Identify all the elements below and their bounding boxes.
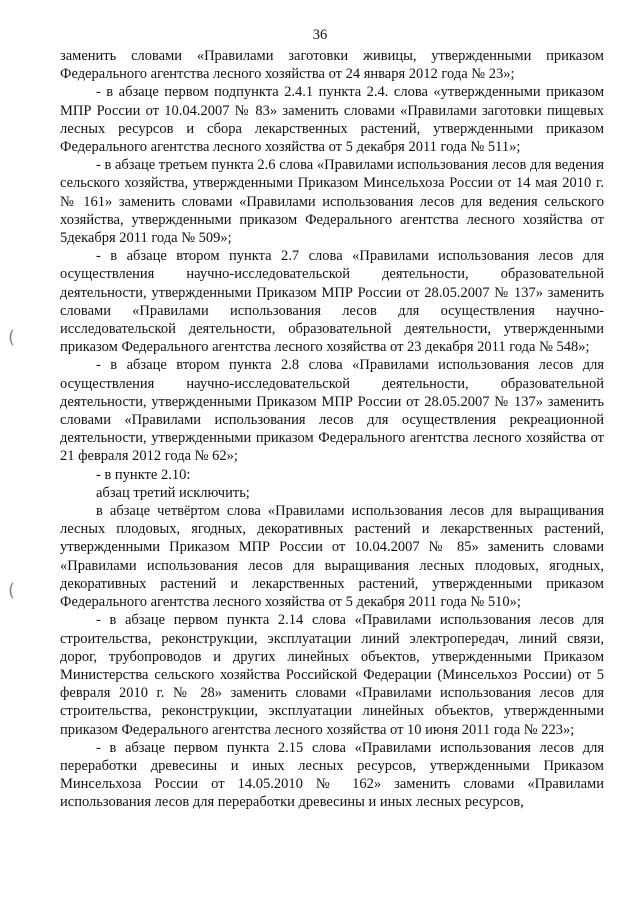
paragraph: абзац третий исключить; (96, 484, 250, 501)
paragraph: - в абзаце первом подпункта 2.4.1 пункта 2.4. слова «утвержденными приказом МПР России от 10.04.2007 № 83» заменить словами «Правилами заготовки пищевых лесных ресурсов и сбора лекарственных растений, утвержденными приказом Федерального агентства лесного хозяйства от 5 декабря 2011 года № 511»; (60, 84, 604, 156)
document-body (60, 47, 604, 812)
margin-bracket-mark: ( (8, 327, 16, 348)
margin-bracket-mark: ( (8, 580, 16, 601)
paragraph: - в абзаце первом пункта 2.15 слова «Правилами использования лесов для переработки древесины и иных лесных ресурсов, утвержденными Приказом Минсельхоза России от 14.05.2010 № 162» заменить словами «Правилами использования лесов для переработки древесины и иных лесных ресурсов, (60, 739, 604, 811)
page-number: 36 (312, 27, 328, 43)
paragraph: - в абзаце первом пункта 2.14 слова «Правилами использования лесов для строительства, реконструкции, эксплуатации линий электропередач, линий связи, дорог, трубопроводов и других линейных объектов, утвержденными Приказом Министерства сельского хозяйства Российской Федерации (Минсельхоз России) от 5 февраля 2010 г. № 28» заменить словами «Правилами использования лесов для строительства, реконструкции, эксплуатации линейных объектов, утвержденными приказом Федерального агентства лесного хозяйства от 10 июня 2011 года № 223»; (60, 612, 604, 738)
paragraph: - в абзаце втором пункта 2.8 слова «Правилами использования лесов для осуществления научно-исследовательской деятельности, образовательной деятельности, утвержденными Приказом МПР России от 28.05.2007 № 137» заменить словами «Правилами использования лесов для осуществления рекреационной деятельности, утвержденными приказом Федерального агентства лесного хозяйства от 21 февраля 2012 года № 62»; (60, 357, 604, 465)
paragraph: - в абзаце втором пункта 2.7 слова «Правилами использования лесов для осуществления научно-исследовательской деятельности, образовательной деятельности, утвержденными Приказом МПР России от 28.05.2007 № 137» заменить словами «Правилами использования лесов для осуществления научно-исследовательской деятельности, образовательной деятельности, утвержденными приказом Федерального агентства лесного хозяйства от 23 декабря 2011 года № 548»; (60, 248, 604, 356)
paragraph: заменить словами «Правилами заготовки живицы, утвержденными приказом Федерального агентства лесного хозяйства от 24 января 2012 года № 23»; (60, 48, 604, 83)
paragraph: - в пункте 2.10: (96, 466, 191, 483)
paragraph: в абзаце четвёртом слова «Правилами использования лесов для выращивания лесных плодовых, ягодных, декоративных растений и лекарственных растений, утвержденными Приказом МПР России от 10.04.2007 № 85» заменить словами «Правилами использования лесов для выращивания лесных плодовых, ягодных, декоративных растений и лекарственных растений, утвержденными приказом Федерального агентства лесного хозяйства от 5 декабря 2011 года № 510»; (60, 503, 604, 611)
paragraph: - в абзаце третьем пункта 2.6 слова «Правилами использования лесов для ведения сельского хозяйства, утвержденными Приказом Минсельхоза России от 14 мая 2010 г. № 161» заменить словами «Правилами использования лесов для ведения сельского хозяйства, утвержденными приказом Федерального агентства лесного хозяйства от 5декабря 2011 года № 509»; (60, 157, 604, 247)
